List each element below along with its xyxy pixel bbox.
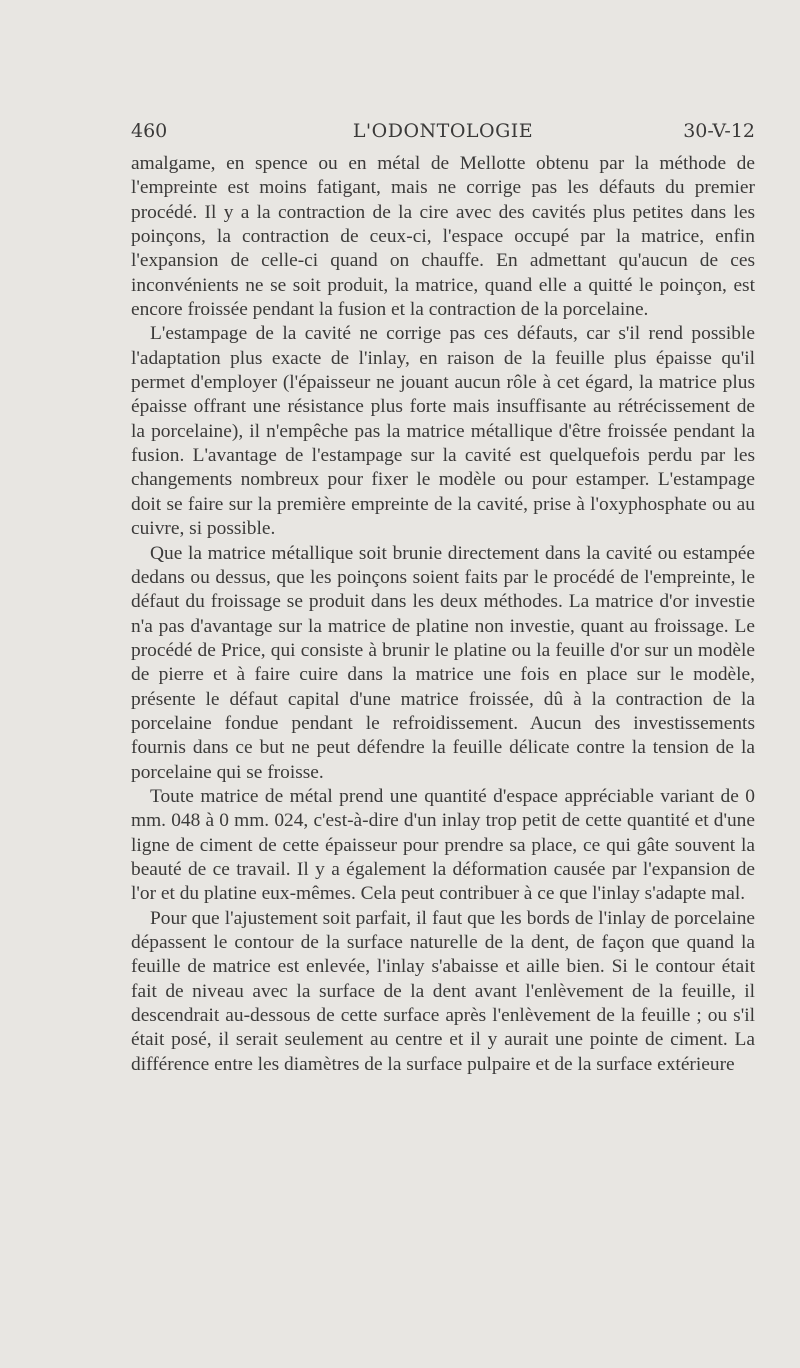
paragraph-matrice-metallique: Que la matrice métallique soit brunie directement dans la cavité ou estampée dedans ou dessus, que les poinçons soient faits par le procédé de l'empreinte, le défaut du froissage se produit dans les deux méthodes. La matrice d'or investie n'a pas d'avantage sur la matrice de platine non investie, quant au froissage. Le procédé de Price, qui consiste à brunir le platine ou la feuille d'or sur un modèle de pierre et à faire cuire dans la matrice une fois en place sur le modèle, présente le défaut capital d'une matrice froissée, dû à la contraction de la porcelaine fondue pendant le refroidissement. Aucun des investissements fournis dans ce but ne peut défendre la feuille délicate contre la tension de la porcelaine qui se froisse.	[131, 542, 755, 783]
running-header	[131, 119, 755, 143]
paragraph-estampage: L'estampage de la cavité ne corrige pas ces défauts, car s'il rend possible l'adaptation plus exacte de l'inlay, en raison de la feuille plus épaisse qu'il permet d'employer (l'épaisseur ne jouant aucun rôle à cet égard, la matrice plus épaisse offrant une résistance plus forte mais insuffisante au rétrécissement de la porcelaine), il n'empêche pas la matrice métallique d'être froissée pendant la fusion. L'avantage de l'estampage sur la cavité est quelquefois perdu par les changements nombreux pour fixer le modèle ou pour estamper. L'estampage doit se faire sur la première empreinte de la cavité, prise à l'oxyphosphate ou au cuivre, si possible.	[131, 323, 755, 540]
page-number: 460	[131, 120, 168, 142]
article-body	[131, 152, 755, 1077]
paragraph-continued: amalgame, en spence ou en métal de Mellotte obtenu par la méthode de l'empreinte est moins fatigant, mais ne corrige pas les défauts du premier procédé. Il y a la contraction de la cire avec des cavités plus petites dans les poinçons, la contraction de ceux-ci, l'espace occupé par la matrice, enfin l'expansion de celle-ci quand on chauffe. En admettant qu'aucun de ces inconvénients ne se soit produit, la matrice, quand elle a quitté le poinçon, est encore froissée pendant la fusion et la contraction de la porcelaine.	[131, 153, 755, 321]
journal-title: L'ODONTOLOGIE	[352, 120, 534, 142]
issue-date: 30-V-12	[683, 120, 755, 142]
paragraph-matrice-de-metal: Toute matrice de métal prend une quantité d'espace appréciable variant de 0 mm. 048 à 0 mm. 024, c'est-à-dire d'un inlay trop petit de cette quantité et d'une ligne de ciment de cette épaisseur pour prendre sa place, ce qui gâte souvent la beauté de ce travail. Il y a également la déformation causée par l'expansion de l'or et du platine eux-mêmes. Cela peut contribuer à ce que l'inlay s'adapte mal.	[131, 785, 755, 905]
paragraph-ajustement: Pour que l'ajustement soit parfait, il faut que les bords de l'inlay de porcelaine dépassent le contour de la surface naturelle de la dent, de façon que quand la feuille de matrice est enlevée, l'inlay s'abaisse et aille bien. Si le contour était fait de niveau avec la surface de la dent avant l'enlèvement de la feuille, il descendrait au-dessous de cette surface après l'enlèvement de la feuille ; ou s'il était posé, il serait seulement au centre et il y aurait une pointe de ciment. La différence entre les diamètres de la surface pulpaire et de la surface extérieure	[131, 907, 755, 1075]
